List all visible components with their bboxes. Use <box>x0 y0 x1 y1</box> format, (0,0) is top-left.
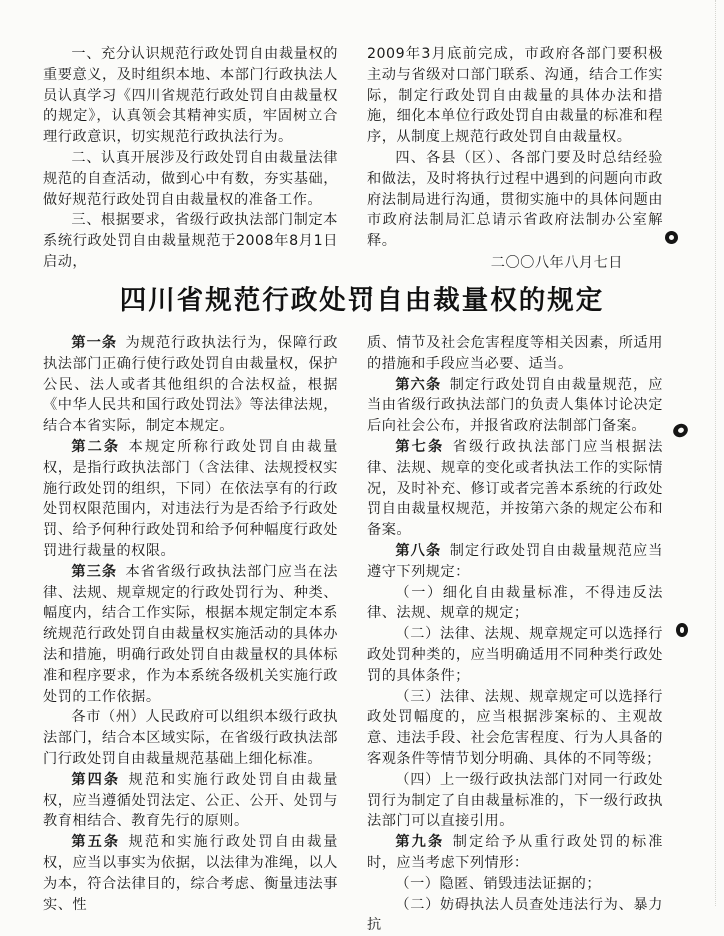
article-label: 第一条 <box>71 335 118 351</box>
regulation-left-column <box>43 333 338 915</box>
article-label: 第八条 <box>395 542 442 559</box>
article-paragraph <box>43 832 338 915</box>
clause-paragraph <box>367 624 663 686</box>
notice-paragraph-2: 二、认真开展涉及行政处罚自由裁量法律规范的自查活动，做到心中有数，夯实基础，做好规范行政处罚自由裁量权的准备工作。 <box>43 149 338 208</box>
clause-paragraph <box>367 874 663 895</box>
article-text: 制定行政处罚自由裁量规范，应当由省级行政执法部门的负责人集体讨论决定后向社会公布，并报省政府法制部门备案。 <box>367 376 663 435</box>
notice-paragraph-1: 一、充分认识规范行政处罚自由裁量权的重要意义，及时组织本地、本部门行政执法人员认真学习《四川省规范行政处罚自由裁量权的规定》，认真领会其精神实质，牢固树立合理行政意识，切实规范行政执法行为。 <box>43 46 338 146</box>
notice-paragraph-4: 四、各县（区）、各部门要及时总结经验和做法，及时将执行过程中遇到的问题向市政府法制局进行沟通，贯彻实施中的具体问题由市政府法制局汇总请示省政府法制办公室解释。 <box>367 149 663 250</box>
ink-blot-mark <box>665 231 678 244</box>
article-label: 第九条 <box>395 834 445 851</box>
article-paragraph <box>43 707 338 769</box>
clause-paragraph <box>367 687 663 770</box>
clause-text: （四）上一级行政执法部门对同一行政处罚行为制定了自由裁量标准的，下一级行政执法部门可以直接引用。 <box>367 771 663 830</box>
article-text: 规范和实施行政处罚自由裁量权，应当遵循处罚法定、公正、公开、处罚与教育相结合、教育先行的原则。 <box>43 771 338 830</box>
clause-paragraph <box>367 770 663 832</box>
article-text: 制定行政处罚自由裁量规范应当遵守下列规定： <box>367 542 663 580</box>
article-text: 制定给予从重行政处罚的标准时，应当考虑下列情形： <box>367 834 663 871</box>
article-text: 为规范行政执法行为，保障行政执法部门正确行使行政处罚自由裁量权，保护公民、法人或者其他组织的合法权益，根据《中华人民共和国行政处罚法》等法律法规，结合本省实际，制定本规定。 <box>43 335 338 435</box>
article-paragraph <box>43 333 338 437</box>
article-paragraph <box>367 437 663 541</box>
article-text: 各市（州）人民政府可以组织本级行政执法部门，结合本区域实际，在省级行政执法部门行政处罚自由裁量规范基础上细化标准。 <box>43 709 338 767</box>
clause-text: （二）妨碍执法人员查处违法行为、暴力抗 <box>367 896 663 934</box>
article-label: 第五条 <box>71 834 121 851</box>
article-label: 第七条 <box>395 438 445 455</box>
clause-text: （一）隐匿、销毁违法证据的； <box>395 875 602 892</box>
article-paragraph <box>367 832 663 874</box>
article-label: 第六条 <box>395 376 442 393</box>
notice-left-column <box>43 44 338 273</box>
article-5-continued: 质、情节及社会危害程度等相关因素，所适用的措施和手段应当必要、适当。 <box>367 335 663 372</box>
notice-paragraph-3-continued: 2009年3月底前完成，市政府各部门要积极主动与省级对口部门联系、沟通，结合工作实际，制定行政处罚自由裁量的具体办法和措施，细化本单位行政处罚自由裁量的标准和程序，从制度上规范行政处罚自由裁量权。 <box>367 46 663 146</box>
article-label: 第四条 <box>71 771 121 788</box>
article-paragraph <box>43 437 338 562</box>
article-label: 第三条 <box>71 563 118 580</box>
ink-blot-mark <box>671 421 690 439</box>
article-paragraph <box>43 562 338 708</box>
article-paragraph <box>43 770 338 832</box>
notice-date: 二〇〇八年八月七日 <box>490 254 623 271</box>
notice-paragraph-3: 三、根据要求，省级行政执法部门制定本系统行政处罚自由裁量规范于2008年8月1日启动， <box>43 212 338 270</box>
article-text: 本省省级行政执法部门应当在法律、法规、规章规定的行政处罚行为、种类、幅度内，结合工作实际，根据本规定制定本系统规范行政处罚自由裁量权实施活动的具体办法和措施，明确行政处罚自由裁量权的具体标准和程序要求，作为本系统各级机关实施行政处罚的工作依据。 <box>43 563 338 705</box>
clause-text: （一）细化自由裁量标准，不得违反法律、法规、规章的规定； <box>367 584 663 622</box>
article-text: 省级行政执法部门应当根据法律、法规、规章的变化或者执法工作的实际情况，及时补充、修订或者完善本系统的行政处罚自由裁量权规范，并按第六条的规定公布和备案。 <box>367 438 663 539</box>
clause-text: （二）法律、法规、规章规定可以选择行政处罚种类的，应当明确适用不同种类行政处罚的具体条件； <box>367 626 663 684</box>
article-paragraph <box>367 375 663 437</box>
clause-text: （三）法律、法规、规章规定可以选择行政处罚幅度的，应当根据涉案标的、主观故意、违法手段、社会危害程度、行为人具备的客观条件等情节划分明确、具体的不同等级； <box>367 688 663 767</box>
article-text: 规范和实施行政处罚自由裁量权，应当以事实为依据，以法律为准绳，以人为本，符合法律目的，综合考虑、衡量违法事实、性 <box>43 834 338 913</box>
page-edge-line <box>715 0 716 906</box>
clause-paragraph <box>367 583 663 625</box>
notice-right-column <box>367 44 663 274</box>
regulation-right-column <box>367 333 663 936</box>
article-label: 第二条 <box>71 438 121 455</box>
clause-paragraph <box>367 895 663 936</box>
ink-blot-mark <box>676 623 688 637</box>
article-text: 本规定所称行政处罚自由裁量权，是指行政执法部门（含法律、法规授权实施行政处罚的组织，下同）在依法享有的行政处罚权限范围内，对违法行为是否给予行政处罚、给予何种行政处罚和给予何种幅度行政处罚进行裁量的权限。 <box>43 438 338 559</box>
regulation-title: 四川省规范行政处罚自由裁量权的规定 <box>119 285 605 316</box>
article-paragraph <box>367 541 663 583</box>
